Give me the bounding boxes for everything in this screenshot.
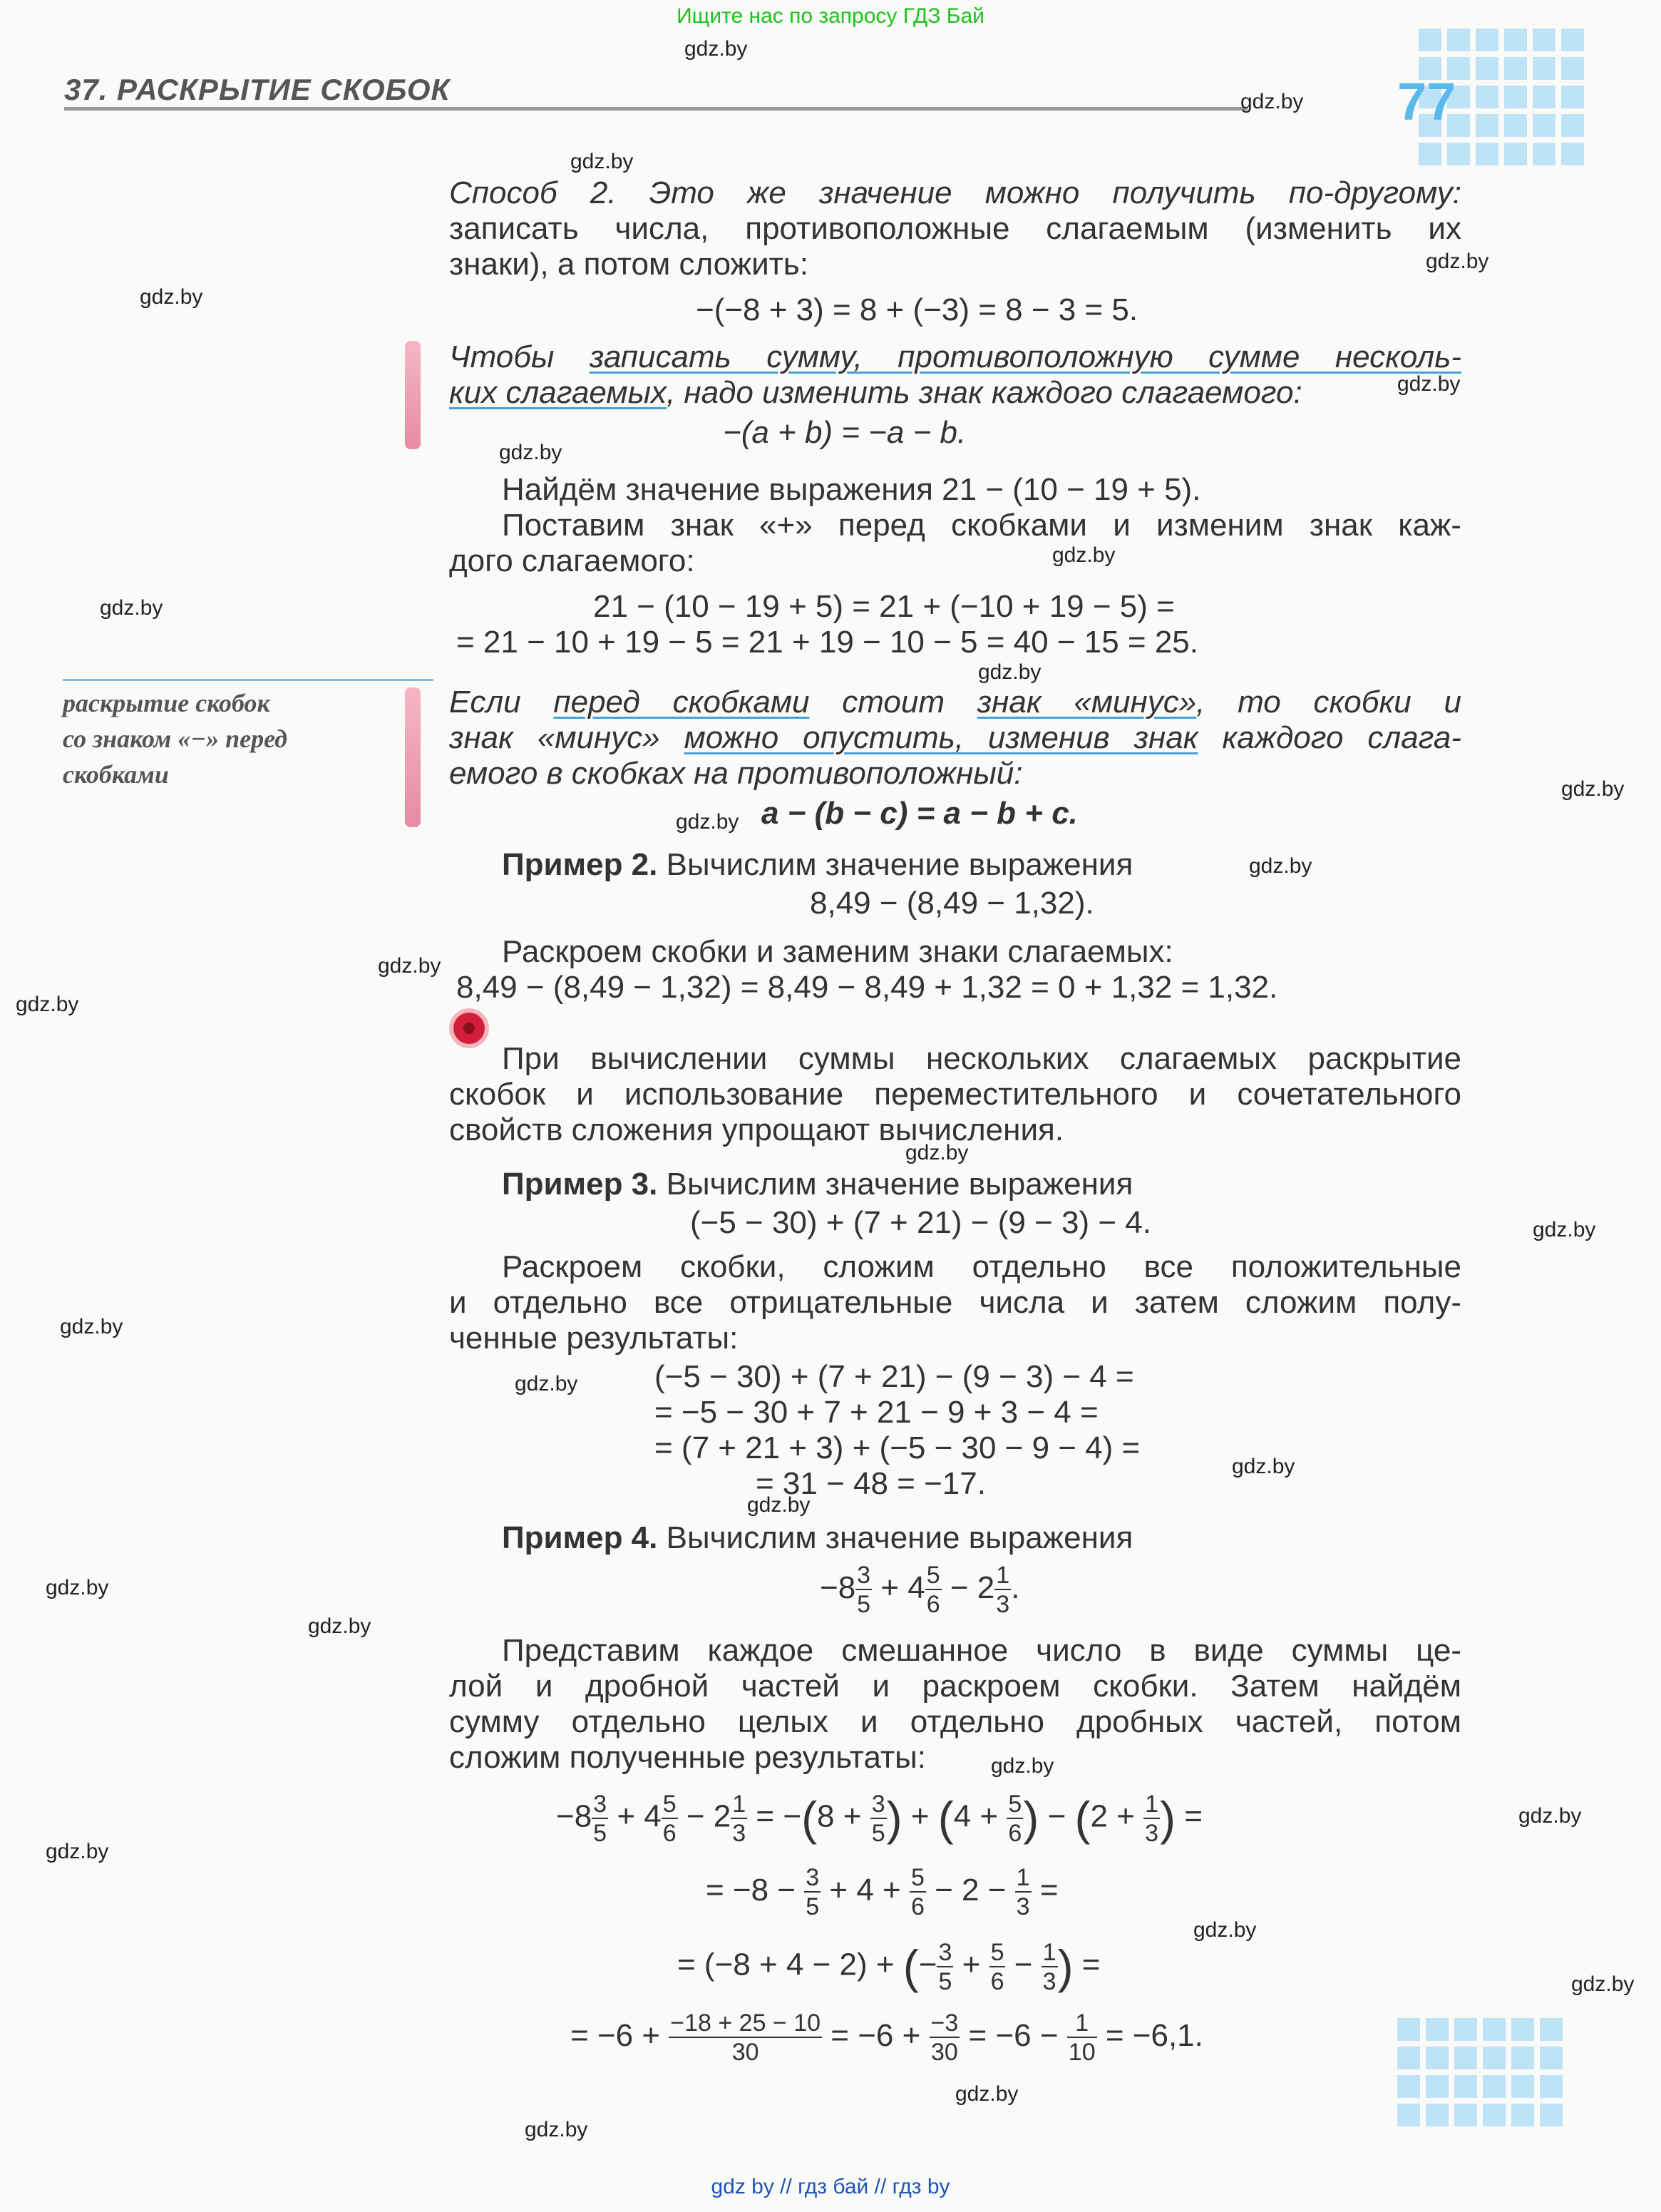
watermark: gdz.by [1561,777,1625,801]
example3-heading: Пример 3. Вычислим значение выражения [502,1167,1133,1202]
fraction: $\frac{1}{10}$ [1068,2009,1096,2066]
fraction: $\frac{1}{3}$ [732,1790,746,1847]
watermark: gdz.by [499,441,562,464]
fraction: $\frac{5}{6}$ [910,1864,925,1920]
watermark: gdz.by [515,1372,578,1396]
example4-eq1: −8 $\frac{3}{5}$ + 4 $\frac{5}{6}$ − 2 $\frac{1}{3}$ = −(8 + $\frac{3}{5}$ ) + (4 + $\frac{5}{6}$ ) − (2 + $\frac{1}{3}$ ) = [556,1790,1203,1847]
side-note-line3: скобками [63,760,169,789]
example3-eq1: (−5 − 30) + (7 + 21) − (9 − 3) − 4 = [654,1359,1134,1394]
example3-line1: Раскроем скобки, сложим отдельно все положительные [502,1249,1461,1284]
method2-line2: записать числа, противоположные слагаемым (изменить их [449,211,1461,246]
rule2-line3: емого в скобках на противоположный: [449,756,1023,791]
top-banner[interactable]: Ищите нас по запросу ГДЗ Бай [677,4,984,28]
example3-eq2: = −5 − 30 + 7 + 21 − 9 + 3 − 4 = [654,1395,1099,1430]
example4-line3: сумму отдельно целых и отдельно дробных частей, потом [449,1704,1461,1739]
example2-line1: Раскроем скобки и заменим знаки слагаемых: [502,934,1173,969]
watermark: gdz.by [1232,1455,1295,1478]
fraction: $\frac{3}{5}$ [938,1938,952,1995]
watermark: gdz.by [100,596,163,620]
watermark: gdz.by [1571,1972,1635,1996]
example4-eq2: = −8 − $\frac{3}{5}$ + 4 + $\frac{5}{6}$ − 2 − $\frac{1}{3}$ = [706,1864,1059,1920]
note-line3: свойств сложения упрощают вычисления. [449,1112,1064,1147]
watermark: gdz.by [955,2082,1019,2106]
watermark: gdz.by [1052,543,1116,567]
fraction: $\frac{-3}{30}$ [930,2009,959,2066]
fraction: $\frac{1}{3}$ [996,1562,1010,1618]
rule1-line1: Чтобы записать сумму, противоположную сумме несколь- [449,339,1461,374]
section-title: 37. РАСКРЫТИЕ СКОБОК [64,73,451,106]
example4-expression: −8 $\frac{3}{5}$ + 4 $\frac{5}{6}$ − 2 $\frac{1}{3}$ . [820,1562,1020,1618]
fraction: $\frac{5}{6}$ [1008,1790,1022,1847]
fraction: $\frac{1}{3}$ [1016,1864,1030,1920]
example4-line1: Представим каждое смешанное число в виде суммы це- [502,1633,1461,1668]
rule1-line2: ких слагаемых, надо изменить знак каждого слагаемого: [449,375,1302,410]
watermark: gdz.by [46,1840,109,1863]
example2-eq: 8,49 − (8,49 − 1,32) = 8,49 − 8,49 + 1,32 = 0 + 1,32 = 1,32. [456,970,1278,1005]
example2-heading: Пример 2. Вычислим значение выражения [502,847,1133,882]
fraction: $\frac{3}{5}$ [871,1790,885,1847]
watermark: gdz.by [46,1576,109,1599]
watermark: gdz.by [1533,1218,1596,1241]
side-note-rule [63,679,433,681]
method2-line3: знаки), а потом сложить: [449,247,808,282]
example3-expression: (−5 − 30) + (7 + 21) − (9 − 3) − 4. [690,1205,1151,1240]
rule2-formula: a − (b − c) = a − b + c. [761,796,1078,831]
watermark: gdz.by [1397,372,1461,396]
find-line3: дого слагаемого: [449,543,695,578]
watermark: gdz.by [1426,250,1489,273]
watermark: gdz.by [1193,1918,1257,1942]
rule2-line1: Если перед скобками стоит знак «минус», то скобки и [449,685,1461,720]
watermark: gdz.by [1518,1804,1582,1828]
watermark: gdz.by [60,1315,123,1338]
method2-formula: −(−8 + 3) = 8 + (−3) = 8 − 3 = 5. [696,292,1138,327]
watermark: gdz.by [747,1493,811,1517]
side-note-line1: раскрытие скобок [63,689,270,717]
watermark: gdz.by [978,660,1042,684]
header-rule [64,107,1248,111]
rule1-marker [405,341,421,449]
example4-line4: сложим полученные результаты: [449,1740,926,1775]
fraction: $\frac{1}{3}$ [1042,1938,1056,1995]
rule2-marker [405,687,421,827]
watermark: gdz.by [676,810,739,834]
footer-links[interactable]: gdz by // гдз бай // гдз by [711,2175,950,2198]
watermark: gdz.by [905,1141,969,1164]
fraction: $\frac{5}{6}$ [662,1790,677,1847]
watermark: gdz.by [378,954,441,978]
watermark: gdz.by [308,1614,371,1638]
page-number: 77 [1397,72,1456,131]
fraction: $\frac{5}{6}$ [990,1938,1004,1995]
method2-line1: Способ 2. Это же значение можно получить по-другому: [449,175,1461,210]
watermark: gdz.by [140,285,203,309]
fraction: $\frac{3}{5}$ [593,1790,607,1847]
fraction: $\frac{3}{5}$ [857,1562,871,1618]
target-icon [453,1013,485,1044]
find-eq1: 21 − (10 − 19 + 5) = 21 + (−10 + 19 − 5) = [593,589,1175,624]
rule2-line2: знак «минус» можно опустить, изменив знак каждого слага- [449,720,1462,755]
watermark: gdz.by [1240,90,1304,113]
fraction: $\frac{-18 + 25 - 10}{30}$ [670,2009,821,2066]
fraction: $\frac{5}{6}$ [926,1562,940,1618]
example3-line2: и отдельно все отрицательные числа и затем сложим полу- [449,1285,1461,1320]
example4-line2: лой и дробной частей и раскроем скобки. Затем найдём [449,1669,1461,1704]
note-line1: При вычислении суммы нескольких слагаемых раскрытие [502,1041,1461,1076]
watermark: gdz.by [570,150,634,173]
fraction: $\frac{1}{3}$ [1145,1790,1159,1847]
watermark: gdz.by [991,1754,1054,1778]
rule1-formula: −(a + b) = −a − b. [723,415,967,450]
watermark: gdz.by [16,993,79,1016]
example4-eq4: = −6 + $\frac{-18 + 25 - 10}{30}$ = −6 + $\frac{-3}{30}$ = −6 − $\frac{1}{10}$ = −6,1. [570,2009,1203,2066]
example4-heading: Пример 4. Вычислим значение выражения [502,1520,1133,1555]
example3-eq4: = 31 − 48 = −17. [756,1466,986,1501]
find-line2: Поставим знак «+» перед скобками и изменим знак каж- [502,508,1461,543]
fraction: $\frac{3}{5}$ [806,1864,820,1920]
example3-line3: ченные результаты: [449,1321,739,1356]
example4-eq3: = (−8 + 4 − 2) + (− $\frac{3}{5}$ + $\frac{5}{6}$ − $\frac{1}{3}$ ) = [677,1938,1101,1995]
find-eq2: = 21 − 10 + 19 − 5 = 21 + 19 − 10 − 5 = 40 − 15 = 25. [456,625,1199,660]
watermark: gdz.by [1249,854,1312,878]
example3-eq3: = (7 + 21 + 3) + (−5 − 30 − 9 − 4) = [654,1430,1141,1465]
watermark: gdz.by [684,37,748,61]
note-line2: скобок и использование переместительного и сочетательного [449,1077,1461,1112]
bottom-grid-decoration [1397,2018,1563,2126]
example2-expression: 8,49 − (8,49 − 1,32). [810,886,1094,921]
watermark: gdz.by [525,2118,588,2141]
find-line1: Найдём значение выражения 21 − (10 − 19 + 5). [502,472,1201,507]
side-note-line2: со знаком «−» перед [63,724,288,753]
